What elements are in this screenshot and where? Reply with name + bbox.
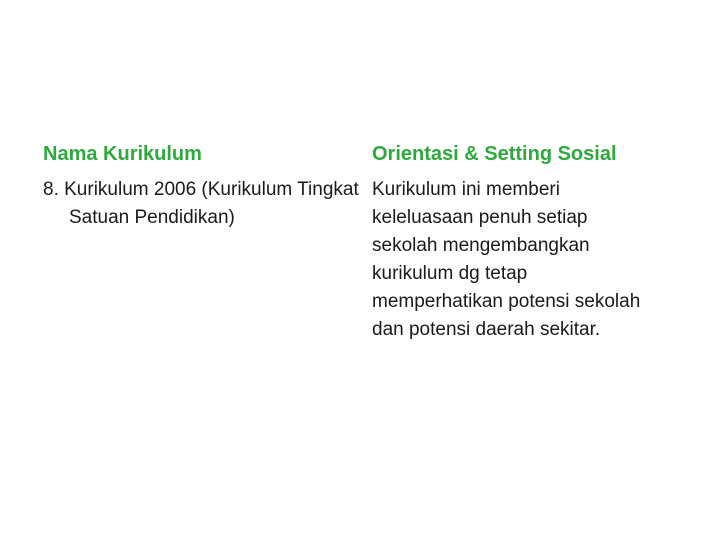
- orientation-description: Kurikulum ini memberi keleluasaan penuh setiap sekolah mengembangkan kurikulum dg tetap memperhatikan potensi sekolah dan potensi daerah sekitar.: [372, 179, 641, 340]
- left-column: [43, 140, 359, 232]
- right-column-heading: Orientasi & Setting Sosial: [372, 143, 617, 165]
- curriculum-name: 8. Kurikulum 2006 (Kurikulum Tingkat Satuan Pendidikan): [43, 179, 359, 228]
- right-column: [372, 140, 672, 344]
- left-column-heading: Nama Kurikulum: [43, 143, 202, 165]
